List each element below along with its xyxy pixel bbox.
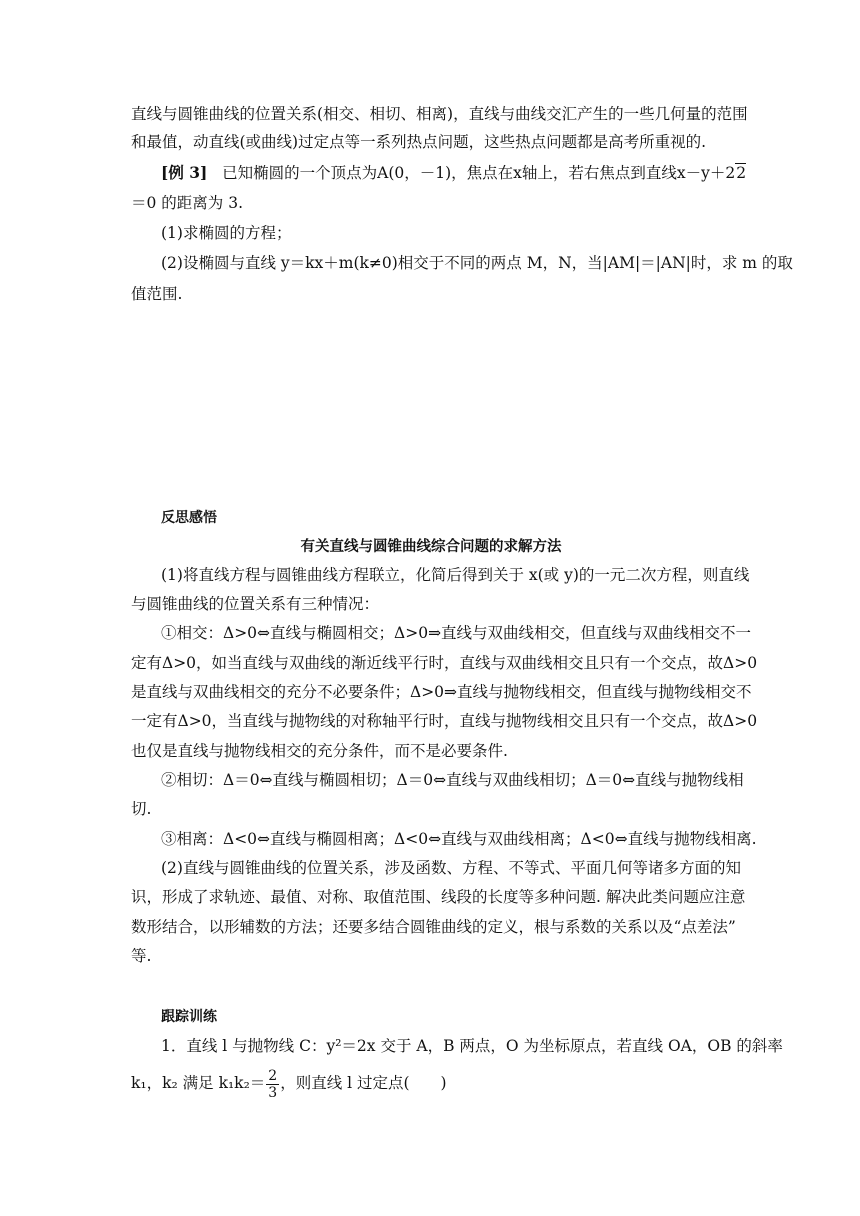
question-2-line-1: (2)设椭圆与直线 y＝kx＋m(k≠0)相交于不同的两点 M，N，当|AM|＝|AN|时，求 m 的取 [161, 254, 793, 272]
reflection-line: 数形结合，以形辅数的方法；还要多结合圆锥曲线的定义，根与系数的关系以及“点差法” [131, 918, 736, 936]
example-line-1 [161, 163, 747, 183]
reflection-title: 有关直线与圆锥曲线综合问题的求解方法 [300, 538, 562, 555]
question-2-line-2: 值范围. [131, 285, 183, 303]
fraction-numerator: 2 [268, 1067, 278, 1084]
fraction [266, 1068, 279, 1101]
practice-text-after: ，则直线 l 过定点( ) [280, 1074, 447, 1092]
reflection-line: 等. [131, 947, 152, 965]
practice-question-line-2 [131, 1066, 731, 1100]
reflection-line: 一定有Δ>0，当直线与抛物线的对称轴平行时，直线与抛物线相交且只有一个交点，故Δ>0 [131, 712, 758, 730]
reflection-line: (2)直线与圆锥曲线的位置关系，涉及函数、方程、不等式、平面几何等诸多方面的知 [161, 859, 741, 877]
reflection-line: 是直线与双曲线相交的充分不必要条件；Δ>0⇒直线与抛物线相交，但直线与抛物线相交不 [131, 683, 752, 701]
practice-heading: 跟踪训练 [161, 1009, 217, 1025]
intro-line-2: 和最值，动直线(或曲线)过定点等一系列热点问题，这些热点问题都是高考所重视的. [131, 133, 707, 151]
reflection-heading: 反思感悟 [161, 510, 217, 526]
example-tag: [例 3] [161, 163, 208, 182]
reflection-line: 切. [131, 800, 152, 818]
reflection-line: 也仅是直线与抛物线相交的充分条件，而不是必要条件. [131, 742, 508, 760]
fraction-denominator: 3 [268, 1084, 278, 1101]
reflection-line: ③相离：Δ<0⇔直线与椭圆相离；Δ<0⇔直线与双曲线相离；Δ<0⇔直线与抛物线相离. [161, 830, 757, 848]
practice-question-line-1: 1．直线 l 与抛物线 C：y²＝2x 交于 A，B 两点，O 为坐标原点，若直线 OA，OB 的斜率 [161, 1037, 783, 1055]
practice-text-before: k₁，k₂ 满足 k₁k₂＝ [131, 1074, 266, 1092]
sqrt-two: 2 [736, 164, 747, 182]
reflection-line: ②相切：Δ＝0⇔直线与椭圆相切；Δ＝0⇔直线与双曲线相切；Δ＝0⇔直线与抛物线相 [161, 771, 744, 789]
example-line-2: ＝0 的距离为 3. [131, 194, 244, 212]
example-statement: 已知椭圆的一个顶点为A(0，－1)，焦点在x轴上，若右焦点到直线x－y＋2 [222, 164, 736, 182]
reflection-line: 识，形成了求轨迹、最值、对称、取值范围、线段的长度等多种问题. 解决此类问题应注意 [131, 888, 746, 906]
reflection-line: 与圆锥曲线的位置关系有三种情况： [131, 595, 380, 613]
intro-line-1: 直线与圆锥曲线的位置关系(相交、相切、相离)，直线与曲线交汇产生的一些几何量的范围 [131, 105, 748, 123]
reflection-line: ①相交：Δ>0⇔直线与椭圆相交；Δ>0⇒直线与双曲线相交，但直线与双曲线相交不一 [161, 624, 752, 642]
question-1: (1)求椭圆的方程； [161, 224, 292, 242]
reflection-line: (1)将直线方程与圆锥曲线方程联立，化简后得到关于 x(或 y)的一元二次方程，则直线 [161, 566, 750, 584]
reflection-line: 定有Δ>0，如当直线与双曲线的渐近线平行时，直线与双曲线相交且只有一个交点，故Δ>0 [131, 654, 758, 672]
